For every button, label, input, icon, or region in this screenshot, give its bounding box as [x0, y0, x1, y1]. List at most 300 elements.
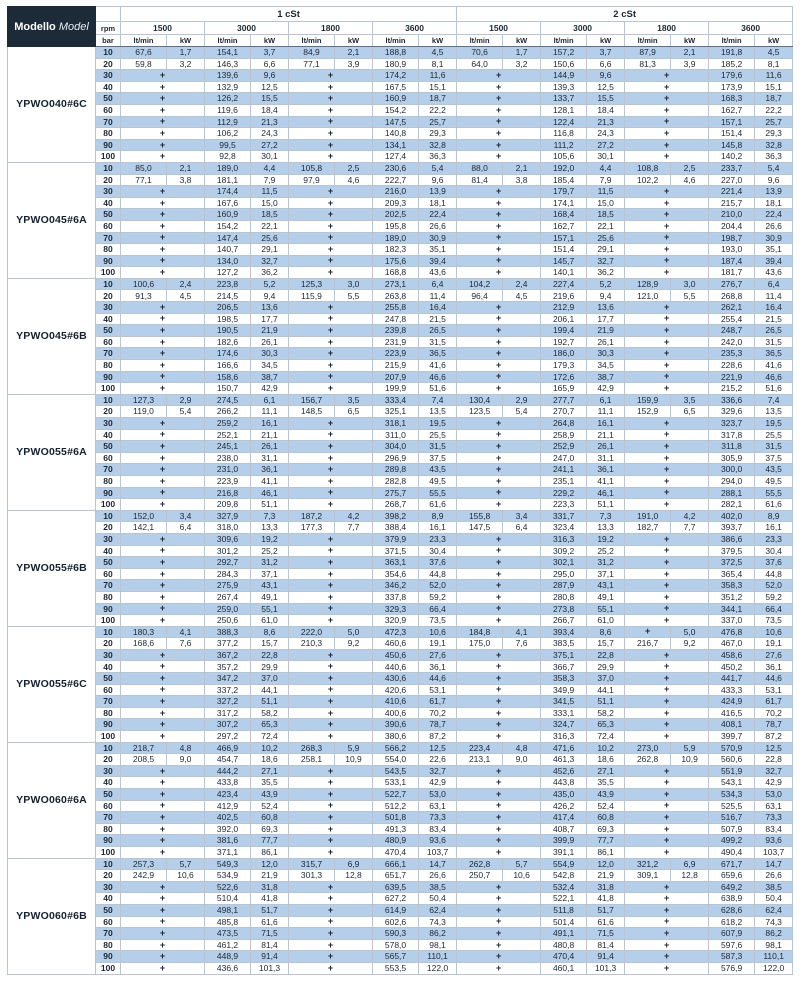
data-cell: 379,9	[373, 533, 419, 545]
no-data-cell: +	[121, 580, 205, 592]
data-cell: 6,4	[167, 522, 205, 534]
data-cell: 499,2	[709, 835, 755, 847]
data-cell: 323,4	[541, 522, 587, 534]
no-data-cell: +	[289, 962, 373, 974]
data-cell: 18,4	[251, 104, 289, 116]
data-cell: 543,5	[373, 765, 419, 777]
model-name: YPWO060#6A	[8, 742, 96, 858]
no-data-cell: +	[457, 220, 541, 232]
data-cell: 32,7	[251, 255, 289, 267]
data-cell: 367,2	[205, 649, 251, 661]
data-cell: 19,5	[419, 418, 457, 430]
data-cell: 166,6	[205, 360, 251, 372]
modello-label: Modello	[14, 20, 56, 33]
data-cell: 7,3	[587, 510, 625, 522]
no-data-cell: +	[625, 823, 709, 835]
data-cell: 11,4	[755, 290, 793, 302]
data-cell: 363,1	[373, 557, 419, 569]
data-cell: 1,7	[503, 47, 541, 59]
no-data-cell: +	[625, 800, 709, 812]
data-cell: 8,1	[419, 58, 457, 70]
data-cell: 46,1	[587, 487, 625, 499]
data-cell: 127,3	[121, 394, 167, 406]
data-cell: 9,2	[335, 638, 373, 650]
no-data-cell: +	[625, 418, 709, 430]
no-data-cell: +	[625, 186, 709, 198]
data-cell: 41,1	[587, 475, 625, 487]
no-data-cell: +	[625, 429, 709, 441]
data-cell: 311,8	[709, 441, 755, 453]
data-cell: 2,5	[671, 162, 709, 174]
data-cell: 41,8	[251, 893, 289, 905]
no-data-cell: +	[289, 336, 373, 348]
data-cell: 26,1	[587, 441, 625, 453]
data-cell: 87,9	[625, 47, 671, 59]
data-cell: 5,4	[167, 406, 205, 418]
no-data-cell: +	[121, 719, 205, 731]
data-cell: 23,3	[755, 533, 793, 545]
unit-header: kW	[755, 35, 793, 47]
data-cell: 5,4	[419, 162, 457, 174]
data-cell: 36,1	[587, 464, 625, 476]
data-cell: 533,1	[373, 777, 419, 789]
data-cell: 498,1	[205, 904, 251, 916]
data-cell: 25,6	[251, 232, 289, 244]
data-cell: 130,4	[457, 394, 503, 406]
no-data-cell: +	[457, 904, 541, 916]
no-data-cell: +	[289, 499, 373, 511]
data-cell: 250,6	[205, 615, 251, 627]
data-cell: 145,7	[541, 255, 587, 267]
data-cell: 381,6	[205, 835, 251, 847]
data-cell: 30,3	[587, 348, 625, 360]
no-data-cell: +	[121, 70, 205, 82]
data-cell: 51,1	[251, 696, 289, 708]
data-cell: 74,3	[755, 916, 793, 928]
data-cell: 36,5	[755, 348, 793, 360]
data-cell: 440,6	[373, 661, 419, 673]
unit-header: lt/min	[373, 35, 419, 47]
data-cell: 50,4	[419, 893, 457, 905]
data-cell: 36,3	[755, 151, 793, 163]
data-cell: 15,1	[755, 81, 793, 93]
data-cell: 301,3	[289, 870, 335, 882]
no-data-cell: +	[289, 139, 373, 151]
bar-value: 100	[96, 499, 121, 511]
data-cell: 175,6	[373, 255, 419, 267]
data-cell: 25,2	[251, 545, 289, 557]
data-cell: 576,9	[709, 962, 755, 974]
no-data-cell: +	[625, 104, 709, 116]
bar-value: 90	[96, 835, 121, 847]
data-cell: 30,1	[251, 151, 289, 163]
data-cell: 154,2	[205, 220, 251, 232]
no-data-cell: +	[121, 383, 205, 395]
data-cell: 77,7	[251, 835, 289, 847]
no-data-cell: +	[625, 684, 709, 696]
data-cell: 347,2	[205, 673, 251, 685]
data-cell: 266,2	[205, 406, 251, 418]
data-cell: 127,4	[373, 151, 419, 163]
bar-value: 60	[96, 568, 121, 580]
data-cell: 187,2	[289, 510, 335, 522]
data-cell: 231,9	[373, 336, 419, 348]
data-cell: 173,9	[709, 81, 755, 93]
data-cell: 122,0	[755, 962, 793, 974]
no-data-cell: +	[289, 267, 373, 279]
no-data-cell: +	[457, 661, 541, 673]
data-cell: 185,2	[709, 58, 755, 70]
no-data-cell: +	[289, 128, 373, 140]
rpm-value-header: 3000	[541, 22, 625, 35]
data-cell: 208,5	[121, 754, 167, 766]
data-cell: 510,4	[205, 893, 251, 905]
data-cell: 198,5	[205, 313, 251, 325]
data-cell: 8,9	[755, 510, 793, 522]
data-cell: 31,1	[251, 452, 289, 464]
data-cell: 3,5	[335, 394, 373, 406]
model-name: YPWO045#6A	[8, 162, 96, 278]
data-cell: 316,3	[541, 533, 587, 545]
data-cell: 21,9	[251, 870, 289, 882]
data-cell: 263,8	[373, 290, 419, 302]
data-cell: 318,1	[373, 418, 419, 430]
data-cell: 182,6	[205, 336, 251, 348]
no-data-cell: +	[625, 220, 709, 232]
data-cell: 70,2	[419, 707, 457, 719]
data-cell: 81,4	[587, 939, 625, 951]
data-cell: 81,4	[457, 174, 503, 186]
data-cell: 97,9	[289, 174, 335, 186]
data-cell: 204,4	[709, 220, 755, 232]
data-cell: 27,2	[251, 139, 289, 151]
no-data-cell: +	[625, 371, 709, 383]
data-cell: 282,1	[709, 499, 755, 511]
unit-header: lt/min	[121, 35, 167, 47]
data-cell: 607,9	[709, 928, 755, 940]
data-cell: 180,9	[373, 58, 419, 70]
data-cell: 554,9	[541, 858, 587, 870]
table-row	[8, 823, 793, 835]
no-data-cell: +	[625, 452, 709, 464]
table-row	[8, 696, 793, 708]
bar-value: 90	[96, 255, 121, 267]
data-cell: 628,6	[709, 904, 755, 916]
bar-value: 40	[96, 313, 121, 325]
no-data-cell: +	[121, 360, 205, 372]
data-cell: 274,5	[205, 394, 251, 406]
data-cell: 9,0	[503, 754, 541, 766]
no-data-cell: +	[121, 533, 205, 545]
data-cell: 44,1	[587, 684, 625, 696]
no-data-cell: +	[625, 846, 709, 858]
data-cell: 522,1	[541, 893, 587, 905]
data-cell: 213,1	[457, 754, 503, 766]
data-cell: 5,9	[671, 742, 709, 754]
no-data-cell: +	[625, 232, 709, 244]
table-row	[8, 533, 793, 545]
data-cell: 3,9	[671, 58, 709, 70]
data-cell: 87,2	[419, 731, 457, 743]
data-cell: 444,2	[205, 765, 251, 777]
data-cell: 21,5	[755, 313, 793, 325]
data-cell: 6,9	[335, 858, 373, 870]
data-cell: 5,2	[587, 278, 625, 290]
no-data-cell: +	[121, 325, 205, 337]
data-cell: 27,2	[587, 139, 625, 151]
no-data-cell: +	[289, 615, 373, 627]
data-cell: 618,2	[709, 916, 755, 928]
data-cell: 450,6	[373, 649, 419, 661]
data-cell: 3,7	[251, 47, 289, 59]
table-row	[8, 893, 793, 905]
data-cell: 282,8	[373, 475, 419, 487]
no-data-cell: +	[289, 93, 373, 105]
data-cell: 49,1	[251, 591, 289, 603]
no-data-cell: +	[457, 707, 541, 719]
data-cell: 289,8	[373, 464, 419, 476]
no-data-cell: +	[625, 487, 709, 499]
no-data-cell: +	[121, 487, 205, 499]
data-cell: 115,9	[289, 290, 335, 302]
data-cell: 181,7	[709, 267, 755, 279]
data-cell: 104,2	[457, 278, 503, 290]
no-data-cell: +	[457, 881, 541, 893]
no-data-cell: +	[289, 429, 373, 441]
data-cell: 168,3	[709, 93, 755, 105]
data-cell: 19,1	[419, 638, 457, 650]
no-data-cell: +	[289, 116, 373, 128]
no-data-cell: +	[289, 244, 373, 256]
no-data-cell: +	[289, 812, 373, 824]
data-cell: 223,9	[205, 475, 251, 487]
data-cell: 157,1	[709, 116, 755, 128]
data-cell: 230,6	[373, 162, 419, 174]
no-data-cell: +	[289, 81, 373, 93]
data-cell: 309,2	[541, 545, 587, 557]
data-cell: 140,1	[541, 267, 587, 279]
data-cell: 597,6	[709, 939, 755, 951]
bar-value: 100	[96, 151, 121, 163]
data-cell: 91,3	[121, 290, 167, 302]
data-cell: 16,1	[587, 418, 625, 430]
data-cell: 480,8	[541, 939, 587, 951]
data-cell: 30,3	[251, 348, 289, 360]
data-cell: 121,0	[625, 290, 671, 302]
data-cell: 501,4	[541, 916, 587, 928]
data-cell: 578,0	[373, 939, 419, 951]
bar-value: 50	[96, 325, 121, 337]
no-data-cell: +	[457, 429, 541, 441]
bar-value: 10	[96, 47, 121, 59]
data-cell: 151,4	[709, 128, 755, 140]
no-data-cell: +	[625, 255, 709, 267]
no-data-cell: +	[457, 487, 541, 499]
data-cell: 512,2	[373, 800, 419, 812]
table-row	[8, 951, 793, 963]
data-cell: 10,6	[503, 870, 541, 882]
data-cell: 3,9	[335, 58, 373, 70]
data-cell: 13,5	[755, 406, 793, 418]
no-data-cell: +	[289, 789, 373, 801]
data-cell: 21,3	[251, 116, 289, 128]
data-cell: 2,1	[167, 162, 205, 174]
data-cell: 221,4	[709, 186, 755, 198]
data-cell: 61,6	[251, 916, 289, 928]
data-cell: 186,0	[541, 348, 587, 360]
data-cell: 37,5	[755, 452, 793, 464]
data-cell: 44,8	[419, 568, 457, 580]
data-cell: 24,3	[251, 128, 289, 140]
data-cell: 292,7	[205, 557, 251, 569]
data-cell: 305,9	[709, 452, 755, 464]
data-cell: 258,9	[541, 429, 587, 441]
data-cell: 46,1	[251, 487, 289, 499]
data-cell: 273,1	[373, 278, 419, 290]
table-row	[8, 302, 793, 314]
data-cell: 300,0	[709, 464, 755, 476]
no-data-cell: +	[625, 603, 709, 615]
bar-value: 60	[96, 800, 121, 812]
no-data-cell: +	[121, 615, 205, 627]
table-row	[8, 116, 793, 128]
no-data-cell: +	[625, 336, 709, 348]
table-row	[8, 962, 793, 974]
data-cell: 13,9	[755, 186, 793, 198]
bar-value: 20	[96, 406, 121, 418]
data-cell: 288,1	[709, 487, 755, 499]
no-data-cell: +	[457, 951, 541, 963]
no-data-cell: +	[289, 232, 373, 244]
no-data-cell: +	[457, 962, 541, 974]
no-data-cell: +	[457, 731, 541, 743]
data-cell: 266,7	[541, 615, 587, 627]
data-cell: 7,9	[251, 174, 289, 186]
data-cell: 3,4	[167, 510, 205, 522]
data-cell: 329,6	[709, 406, 755, 418]
data-cell: 27,6	[419, 649, 457, 661]
data-cell: 331,7	[541, 510, 587, 522]
data-cell: 31,2	[251, 557, 289, 569]
no-data-cell: +	[289, 568, 373, 580]
data-cell: 152,9	[625, 406, 671, 418]
no-data-cell: +	[121, 823, 205, 835]
no-data-cell: +	[625, 707, 709, 719]
data-cell: 73,3	[419, 812, 457, 824]
data-cell: 58,2	[251, 707, 289, 719]
data-cell: 128,1	[541, 104, 587, 116]
data-cell: 302,1	[541, 557, 587, 569]
no-data-cell: +	[121, 684, 205, 696]
data-cell: 31,2	[587, 557, 625, 569]
no-data-cell: +	[457, 812, 541, 824]
no-data-cell: +	[121, 707, 205, 719]
data-cell: 11,6	[755, 70, 793, 82]
table-row	[8, 499, 793, 511]
no-data-cell: +	[289, 846, 373, 858]
data-cell: 105,8	[289, 162, 335, 174]
data-cell: 26,6	[755, 220, 793, 232]
no-data-cell: +	[457, 93, 541, 105]
no-data-cell: +	[289, 649, 373, 661]
data-cell: 142,1	[121, 522, 167, 534]
data-cell: 51,1	[587, 499, 625, 511]
no-data-cell: +	[289, 731, 373, 743]
no-data-cell: +	[121, 765, 205, 777]
no-data-cell: +	[457, 464, 541, 476]
data-cell: 6,5	[335, 406, 373, 418]
bar-value: 40	[96, 777, 121, 789]
data-cell: 53,1	[755, 684, 793, 696]
table-row	[8, 510, 793, 522]
data-cell: 5,0	[335, 626, 373, 638]
data-cell: 38,5	[419, 881, 457, 893]
no-data-cell: +	[121, 81, 205, 93]
no-data-cell: +	[289, 835, 373, 847]
data-cell: 43,5	[419, 464, 457, 476]
bar-value: 30	[96, 186, 121, 198]
no-data-cell: +	[289, 418, 373, 430]
data-cell: 199,9	[373, 383, 419, 395]
bar-value: 40	[96, 545, 121, 557]
pump-spec-table	[7, 6, 793, 975]
data-cell: 116,8	[541, 128, 587, 140]
data-cell: 133,7	[541, 93, 587, 105]
data-cell: 5,2	[251, 278, 289, 290]
data-cell: 233,7	[709, 162, 755, 174]
data-cell: 106,2	[205, 128, 251, 140]
data-cell: 258,1	[289, 754, 335, 766]
data-cell: 72,4	[251, 731, 289, 743]
no-data-cell: +	[457, 580, 541, 592]
no-data-cell: +	[625, 673, 709, 685]
no-data-cell: +	[625, 441, 709, 453]
data-cell: 3,2	[167, 58, 205, 70]
data-cell: 71,5	[587, 928, 625, 940]
data-cell: 177,3	[289, 522, 335, 534]
no-data-cell: +	[625, 904, 709, 916]
no-data-cell: +	[457, 696, 541, 708]
no-data-cell: +	[625, 348, 709, 360]
data-cell: 10,2	[587, 742, 625, 754]
data-cell: 63,1	[755, 800, 793, 812]
data-cell: 17,7	[587, 313, 625, 325]
no-data-cell: +	[121, 916, 205, 928]
data-cell: 392,0	[205, 823, 251, 835]
data-cell: 375,1	[541, 649, 587, 661]
data-cell: 15,7	[587, 638, 625, 650]
data-cell: 10,9	[671, 754, 709, 766]
no-data-cell: +	[457, 255, 541, 267]
data-cell: 34,5	[587, 360, 625, 372]
data-cell: 3,0	[671, 278, 709, 290]
bar-value: 60	[96, 104, 121, 116]
data-cell: 9,6	[419, 174, 457, 186]
bar-value: 70	[96, 464, 121, 476]
data-cell: 22,4	[419, 209, 457, 221]
data-cell: 55,1	[251, 603, 289, 615]
data-cell: 29,9	[587, 661, 625, 673]
data-cell: 21,9	[587, 325, 625, 337]
no-data-cell: +	[457, 302, 541, 314]
data-cell: 51,1	[587, 696, 625, 708]
data-cell: 349,9	[541, 684, 587, 696]
data-cell: 41,6	[755, 360, 793, 372]
bar-value: 20	[96, 290, 121, 302]
data-cell: 16,1	[755, 522, 793, 534]
no-data-cell: +	[289, 661, 373, 673]
data-cell: 73,5	[419, 615, 457, 627]
